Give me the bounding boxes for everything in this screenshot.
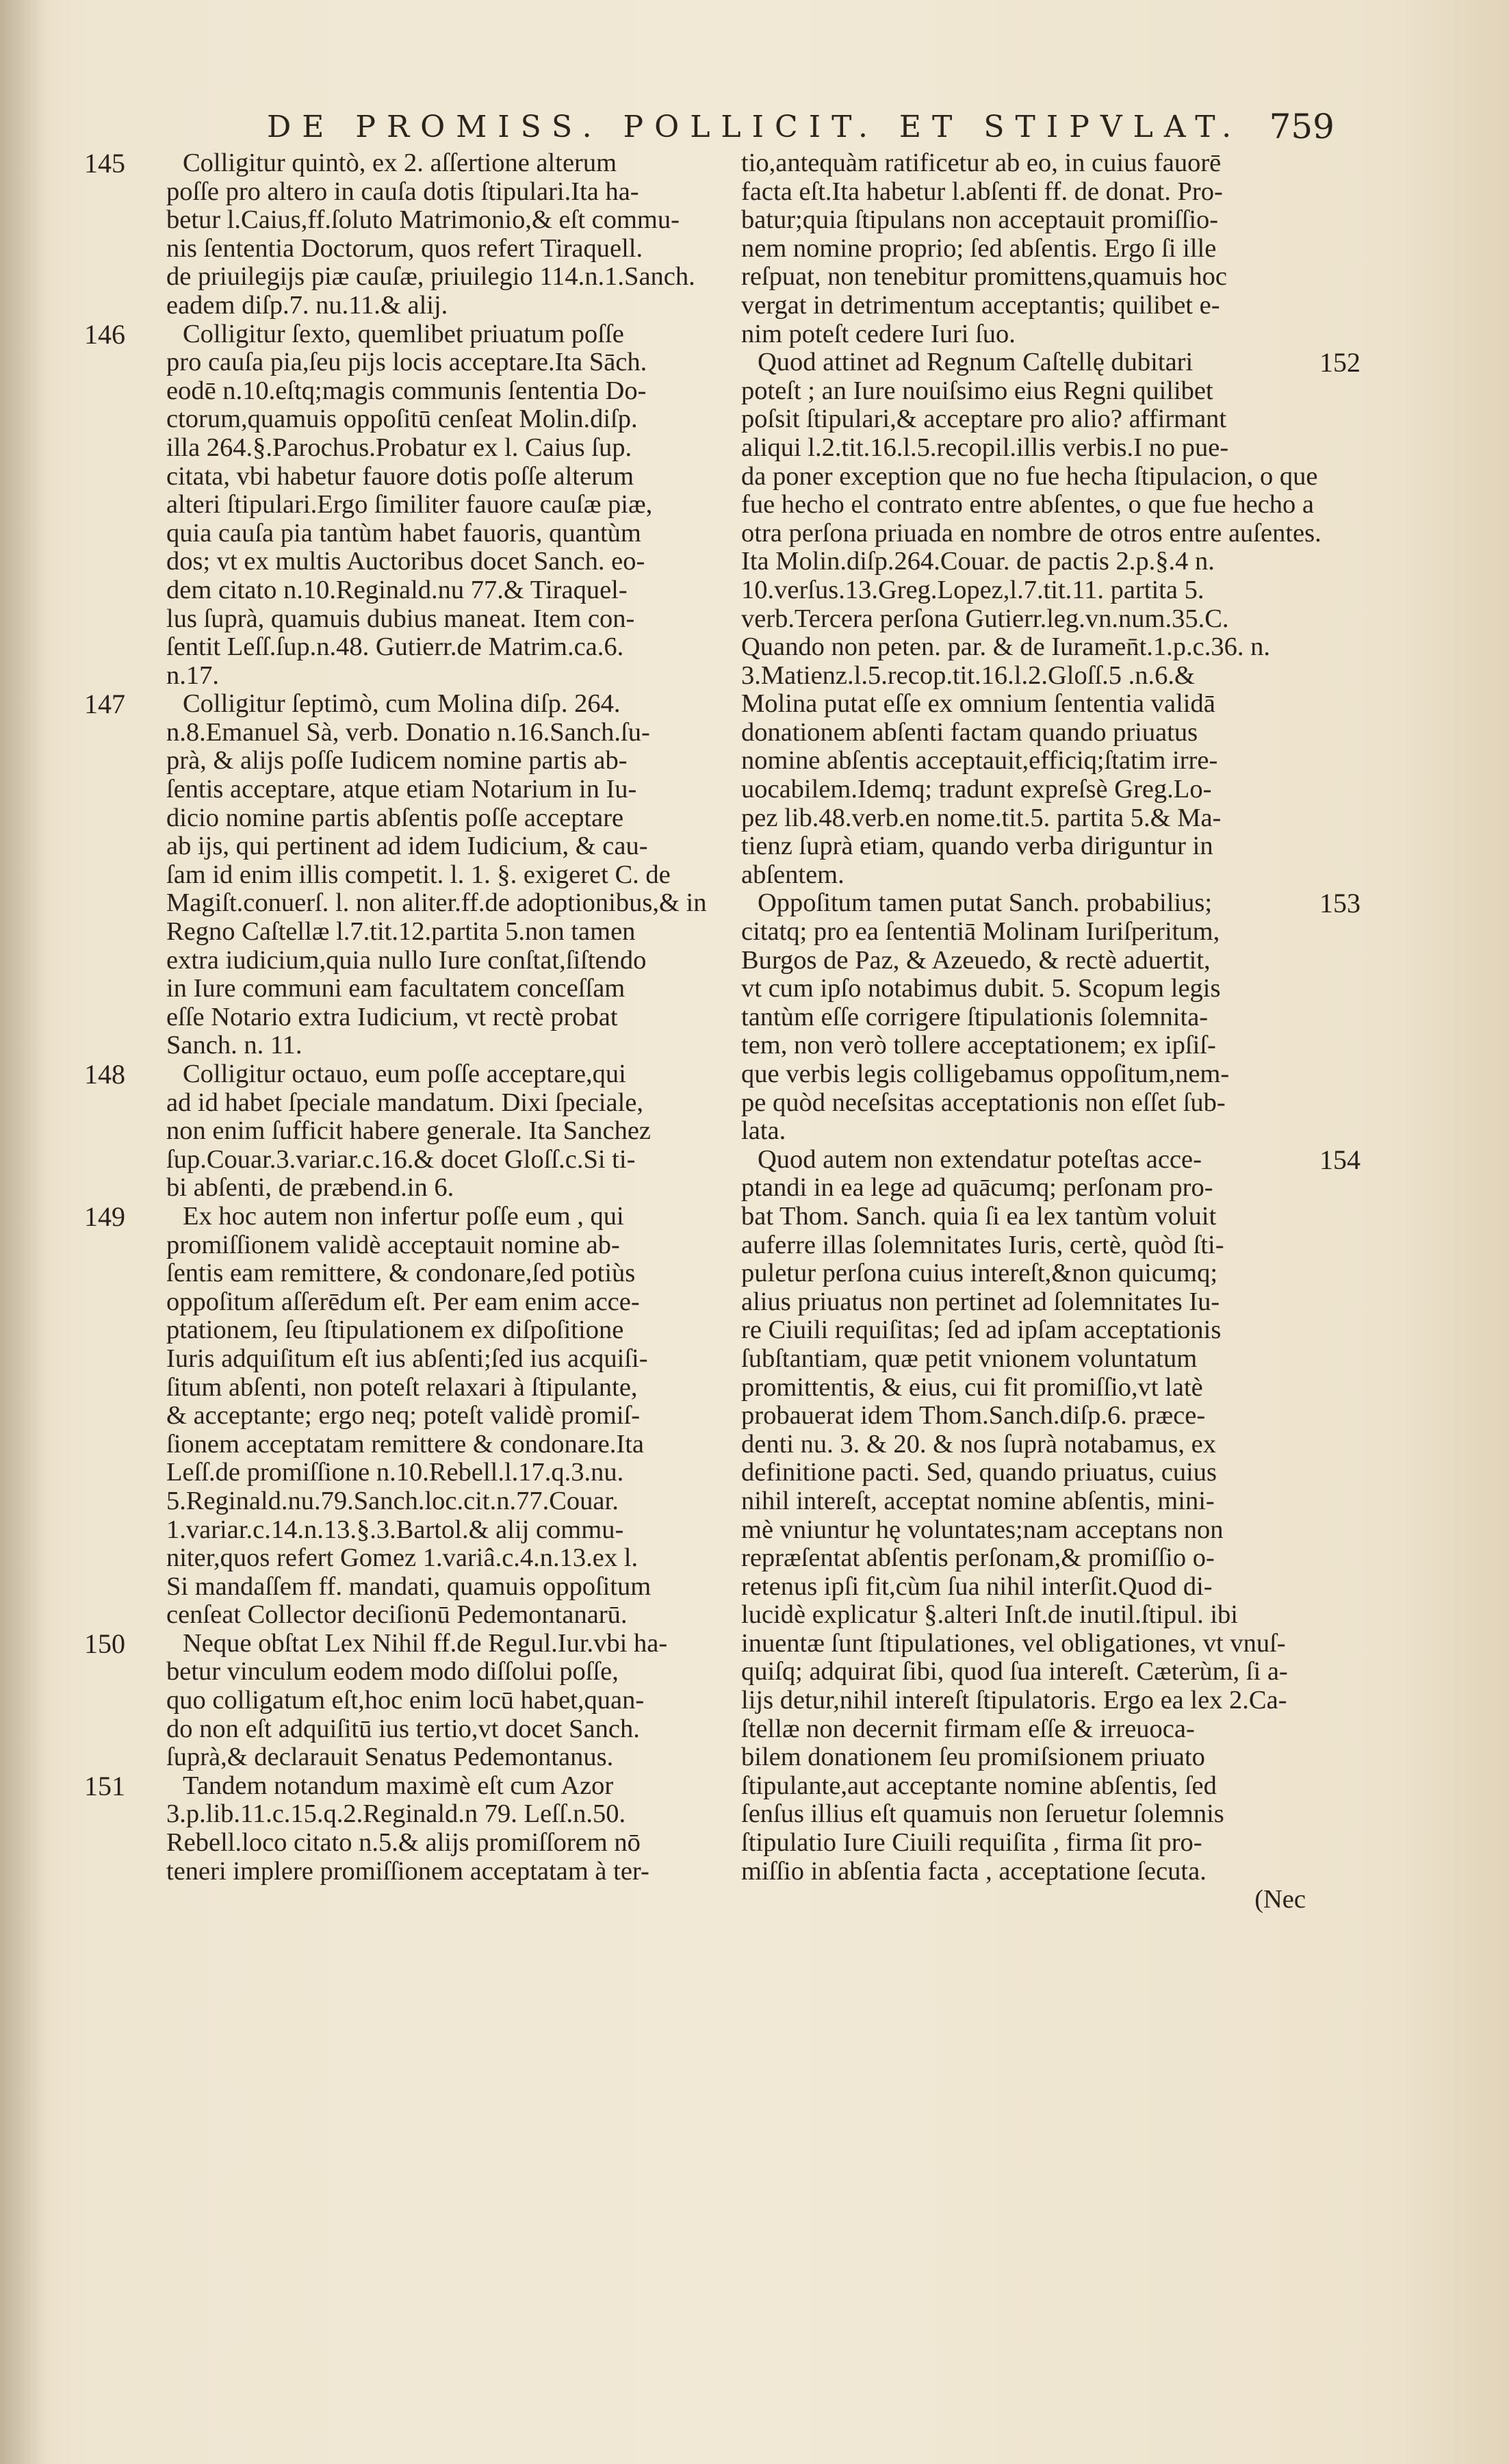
text-line: fue hecho el contrato entre abſentes, o que fue hecho a (741, 490, 1314, 519)
marginal-number: 154 (1319, 1144, 1360, 1175)
marginal-number: 152 (1319, 347, 1360, 378)
marginal-number: 145 (84, 148, 125, 179)
text-line: do non eſt adquiſitū ius tertio,vt docet Sanch. (166, 1714, 640, 1743)
text-line: probauerat idem Thom.Sanch.diſp.6. præce- (741, 1401, 1206, 1430)
marginal-number: 148 (84, 1059, 125, 1090)
marginal-number: 146 (84, 318, 125, 350)
text-line: Colligitur ſeptimò, cum Molina diſp. 264. (183, 689, 621, 719)
text-line: ſentis eam remittere, & condonare,ſed potiùs (166, 1259, 636, 1288)
text-line: & acceptante; ergo neq; poteſt validè promiſ- (166, 1401, 641, 1430)
marginal-number: 150 (84, 1628, 125, 1659)
text-line: Leſſ.de promiſſione n.10.Rebell.l.17.q.3.nu. (166, 1458, 624, 1487)
text-line: lijs detur,nihil intereſt ſtipulatoris. Ergo ea lex 2.Ca- (741, 1686, 1287, 1715)
text-line: Ex hoc autem non infertur poſſe eum , qui (183, 1201, 624, 1231)
text-line: abſentem. (741, 860, 844, 889)
text-line: Oppoſitum tamen putat Sanch. probabilius; (758, 888, 1213, 918)
text-line: 10.verſus.13.Greg.Lopez,l.7.tit.11. partita 5. (741, 575, 1204, 604)
text-line: tantùm eſſe corrigere ſtipulationis ſolemnita- (741, 1002, 1209, 1031)
text-line: non enim ſufficit habere generale. Ita Sanchez (166, 1116, 652, 1146)
text-line: promiſſionem validè acceptauit nomine ab- (166, 1230, 620, 1259)
text-line: de priuilegijs piæ cauſæ, priuilegio 114.n.1.Sanch. (166, 262, 695, 292)
text-line: dicio nomine partis abſentis poſſe acceptare (166, 803, 624, 832)
paragraph (741, 888, 1360, 1146)
text-line: Quod attinet ad Regnum Caſtellę dubitari (758, 348, 1194, 377)
text-line: ſtipulante,aut acceptante nomine abſentis, ſed (741, 1771, 1217, 1800)
text-line: auferre illas ſolemnitates Iuris, certè, quòd ſti- (741, 1230, 1224, 1259)
text-line: poſsit ſtipulari,& acceptare pro alio? affirmant (741, 405, 1227, 434)
text-line: donationem abſenti factam quando priuatus (741, 717, 1198, 747)
text-line: re Ciuili requiſitas; ſed ad ipſam acceptationis (741, 1316, 1222, 1345)
paragraph (84, 1059, 714, 1203)
text-line: Magiſt.conuerſ. l. non aliter.ff.de adoptionibus,& in (166, 888, 707, 918)
text-line: retenus ipſi fit,cùm ſua nihil interſit.Quod di- (741, 1571, 1213, 1601)
text-line: eadem diſp.7. nu.11.& alij. (166, 290, 448, 320)
text-line: bat Thom. Sanch. quia ſi ea lex tantùm voluit (741, 1201, 1217, 1231)
left-column (84, 148, 714, 1886)
text-line: eſſe Notario extra Iudicium, vt rectè probat (166, 1002, 618, 1031)
text-line: uocabilem.Idemq; tradunt expreſsè Greg.Lo- (741, 775, 1212, 804)
text-line: quiſq; adquirat ſibi, quod ſua intereſt. Cæterùm, ſi a- (741, 1657, 1288, 1686)
text-line: Quod autem non extendatur poteſtas acce- (758, 1144, 1202, 1174)
paragraph (84, 148, 714, 320)
text-line: denti nu. 3. & 20. & nos ſuprà notabamus, ex (741, 1429, 1216, 1459)
paragraph (84, 1201, 714, 1630)
paragraph (741, 1144, 1360, 1886)
paragraph (84, 689, 714, 1060)
text-line: Colligitur octauo, eum poſſe acceptare,qui (183, 1060, 626, 1088)
text-line: betur vinculum eodem modo diſſolui poſſe, (166, 1657, 619, 1686)
paragraph (741, 347, 1360, 889)
text-line: pe quòd neceſsitas acceptationis non eſſet ſub- (741, 1088, 1226, 1117)
text-line: Colligitur ſexto, quemlibet priuatum poſſe (183, 319, 624, 348)
text-line: da poner exception que no fue hecha ſtipulacion, o que (741, 461, 1318, 491)
text-line: in Iure communi eam facultatem conceſſam (166, 974, 625, 1003)
text-line: definitione pacti. Sed, quando priuatus, cuius (741, 1458, 1217, 1487)
marginal-number: 149 (84, 1201, 125, 1232)
text-line: ab ijs, qui pertinent ad idem Iudicium, & cau- (166, 832, 648, 861)
text-line: ſenſus illius eſt quamuis non ſeruetur ſolemnis (741, 1799, 1224, 1829)
text-line: poteſt ; an Iure nouiſsimo eius Regni quilibet (741, 376, 1213, 405)
text-line: nem nomine proprio; ſed abſentis. Ergo ſi ille (741, 233, 1217, 263)
page-number: 759 (1269, 107, 1334, 146)
text-line: dem citato n.10.Reginald.nu 77.& Tiraquel- (166, 575, 628, 604)
text-line: dos; vt ex multis Auctoribus docet Sanch. eo- (166, 547, 645, 576)
text-line: ptandi in ea lege ad quācumq; perſonam pro- (741, 1173, 1213, 1203)
text-line: reſpuat, non tenebitur promittens,quamuis hoc (741, 262, 1227, 292)
text-line: nihil intereſt, acceptat nomine abſentis, mini- (741, 1486, 1215, 1515)
text-line: tienz ſuprà etiam, quando verba diriguntur in (741, 832, 1213, 861)
text-line: nis ſententia Doctorum, quos refert Tiraquell. (166, 233, 643, 263)
text-line: 5.Reginald.nu.79.Sanch.loc.cit.n.77.Couar. (166, 1486, 619, 1515)
text-line: ptationem, ſeu ſtipulationem ex diſpoſitione (166, 1316, 624, 1345)
paragraph (84, 1770, 714, 1886)
text-line: vergat in detrimentum acceptantis; quilibet e- (741, 290, 1220, 320)
text-line: bilem donationem ſeu promiſsionem priuato (741, 1743, 1205, 1772)
text-line: alius priuatus non pertinet ad ſolemnitates Iu- (741, 1287, 1220, 1316)
text-line: promittentis, & eius, cui fit promiſſio,vt latè (741, 1372, 1203, 1402)
text-line: citatq; pro ea ſententiā Molinam Iuriſperitum, (741, 917, 1220, 947)
text-line: ſubſtantiam, quæ petit vnionem voluntatum (741, 1344, 1198, 1373)
paragraph (741, 149, 1306, 348)
marginal-number: 151 (84, 1770, 125, 1801)
text-line: batur;quia ſtipulans non acceptauit promiſſio- (741, 205, 1219, 235)
catchword: (Nec (1254, 1885, 1306, 1914)
text-line: tem, non verò tollere acceptationem; ex ipſiſ- (741, 1031, 1216, 1060)
text-line: ſitum abſenti, non poteſt relaxari à ſtipulante, (166, 1372, 638, 1402)
text-line: Iuris adquiſitum eſt ius abſenti;ſed ius acquiſi- (166, 1344, 648, 1373)
text-line: prà, & alijs poſſe Iudicem nomine partis ab- (166, 746, 628, 775)
text-line: n.17. (166, 660, 219, 690)
text-line: ſentis acceptare, atque etiam Notarium in Iu- (166, 775, 637, 804)
text-line: puletur perſona cuius intereſt,&non quicumq; (741, 1259, 1218, 1288)
text-line: poſſe pro altero in cauſa dotis ſtipulari.Ita ha- (166, 177, 639, 206)
text-line: n.8.Emanuel Sà, verb. Donatio n.16.Sanch.ſu- (166, 717, 650, 747)
text-line: inuentæ ſunt ſtipulationes, vel obligationes, vt vnuſ- (741, 1628, 1286, 1658)
text-line: lucidè explicatur §.alteri Inſt.de inutil.ſtipul. ibi (741, 1600, 1238, 1630)
text-line: bi abſenti, de præbend.in 6. (166, 1173, 454, 1203)
text-line: Ita Molin.diſp.264.Couar. de pactis 2.p.§.4 n. (741, 547, 1215, 576)
text-line: Burgos de Paz, & Azeuedo, & rectè aduertit, (741, 945, 1211, 975)
text-line: 3.p.lib.11.c.15.q.2.Reginald.n 79. Leſſ.n.50. (166, 1799, 626, 1829)
text-line: ſionem acceptatam remittere & condonare.Ita (166, 1429, 645, 1459)
text-line: ſtellæ non decernit firmam eſſe & irreuoca- (741, 1714, 1195, 1743)
marginal-number: 153 (1319, 888, 1360, 919)
marginal-number: 147 (84, 689, 125, 720)
text-line: Molina putat eſſe ex omnium ſententia validā (741, 689, 1215, 719)
gutter-shadow (0, 0, 48, 2464)
text-line: facta eſt.Ita habetur l.abſenti ff. de donat. Pro- (741, 177, 1223, 206)
text-line: betur l.Caius,ff.ſoluto Matrimonio,& eſt commu- (166, 205, 680, 235)
text-line: nomine abſentis acceptauit,efficiq;ſtatim irre- (741, 746, 1218, 775)
text-line: ſuprà,& declarauit Senatus Pedemontanus. (166, 1743, 614, 1772)
text-line: mè vniuntur hę voluntates;nam acceptans non (741, 1515, 1224, 1544)
text-line: ſtipulatio Iure Ciuili requiſita , firma ſit pro- (741, 1828, 1202, 1858)
text-line: 1.variar.c.14.n.13.§.3.Bartol.& alij commu- (166, 1515, 624, 1544)
text-line: quia cauſa pia tantùm habet fauoris, quantùm (166, 518, 641, 548)
text-line: aliqui l.2.tit.16.l.5.recopil.illis verbis.I no pue- (741, 433, 1229, 462)
text-line: pro cauſa pia,ſeu pijs locis acceptare.Ita Sāch. (166, 348, 647, 377)
text-line: Si mandaſſem ff. mandati, quamuis oppoſitum (166, 1571, 652, 1601)
text-line: alteri ſtipulari.Ergo ſimiliter fauore cauſæ piæ, (166, 490, 653, 519)
text-line: citata, vbi habetur fauore dotis poſſe alterum (166, 461, 634, 491)
text-line: eodē n.10.eſtq;magis communis ſententia Do- (166, 376, 647, 405)
right-column (741, 149, 1360, 1914)
text-line: ctorum,quamuis oppoſitū cenſeat Molin.diſp. (166, 405, 638, 434)
text-line: cenſeat Collector deciſionū Pedemontanarū. (166, 1600, 628, 1630)
text-line: nim poteſt cedere Iuri ſuo. (741, 319, 1016, 348)
text-line: Tandem notandum maximè eſt cum Azor (183, 1771, 614, 1800)
text-line: verb.Tercera perſona Gutierr.leg.vn.num.35.C. (741, 604, 1229, 633)
text-line: repræſentat abſentis perſonam,& promiſſio o- (741, 1543, 1215, 1573)
text-line: lata. (741, 1116, 786, 1146)
text-line: pez lib.48.verb.en nome.tit.5. partita 5.& Ma- (741, 803, 1222, 832)
text-line: tio,antequàm ratificetur ab eo, in cuius fauorē (741, 149, 1222, 177)
text-line: Sanch. n. 11. (166, 1031, 302, 1060)
text-line: Rebell.loco citato n.5.& alijs promiſſorem nō (166, 1828, 641, 1858)
text-line: niter,quos refert Gomez 1.variâ.c.4.n.13.ex l. (166, 1543, 639, 1573)
text-line: Colligitur quintò, ex 2. aſſertione alterum (183, 149, 617, 177)
text-line: ſup.Couar.3.variar.c.16.& docet Gloſſ.c.Si ti- (166, 1144, 636, 1174)
text-line: ſentit Leſſ.ſup.n.48. Gutierr.de Matrim.ca.6. (166, 632, 624, 662)
text-line: miſſio in abſentia facta , acceptatione ſecuta. (741, 1856, 1207, 1886)
text-line: vt cum ipſo notabimus dubit. 5. Scopum legis (741, 974, 1221, 1003)
text-line: Regno Caſtellæ l.7.tit.12.partita 5.non tamen (166, 917, 636, 947)
text-line: otra perſona priuada en nombre de otros entre auſentes. (741, 518, 1321, 548)
paragraph (84, 1628, 714, 1772)
text-line: Neque obſtat Lex Nihil ff.de Regul.Iur.vbi ha- (183, 1628, 668, 1658)
text-line: extra iudicium,quia nullo Iure conſtat,ſiſtendo (166, 945, 647, 975)
text-line: lus ſuprà, quamuis dubius maneat. Item con- (166, 604, 635, 633)
text-line: illa 264.§.Parochus.Probatur ex l. Caius ſup. (166, 433, 632, 462)
text-line: ad id habet ſpeciale mandatum. Dixi ſpeciale, (166, 1088, 644, 1117)
text-line: ſam id enim illis competit. l. 1. §. exigeret C. de (166, 860, 671, 889)
text-line: quo colligatum eſt,hoc enim locū habet,quan- (166, 1686, 645, 1715)
text-line: Quando non peten. par. & de Iuramen̄t.1.p.c.36. n. (741, 632, 1271, 662)
text-line: teneri implere promiſſionem acceptatam à ter- (166, 1856, 649, 1886)
text-line: oppoſitum aſſerēdum eſt. Per eam enim acce- (166, 1287, 640, 1316)
paragraph (84, 318, 714, 691)
text-line: 3.Matienz.l.5.recop.tit.16.l.2.Gloſſ.5 .n.6.& (741, 660, 1195, 690)
running-title: DE PROMISS. POLLICIT. ET STIPVLAT. (267, 110, 1243, 144)
text-line: que verbis legis colligebamus oppoſitum,nem- (741, 1060, 1230, 1088)
